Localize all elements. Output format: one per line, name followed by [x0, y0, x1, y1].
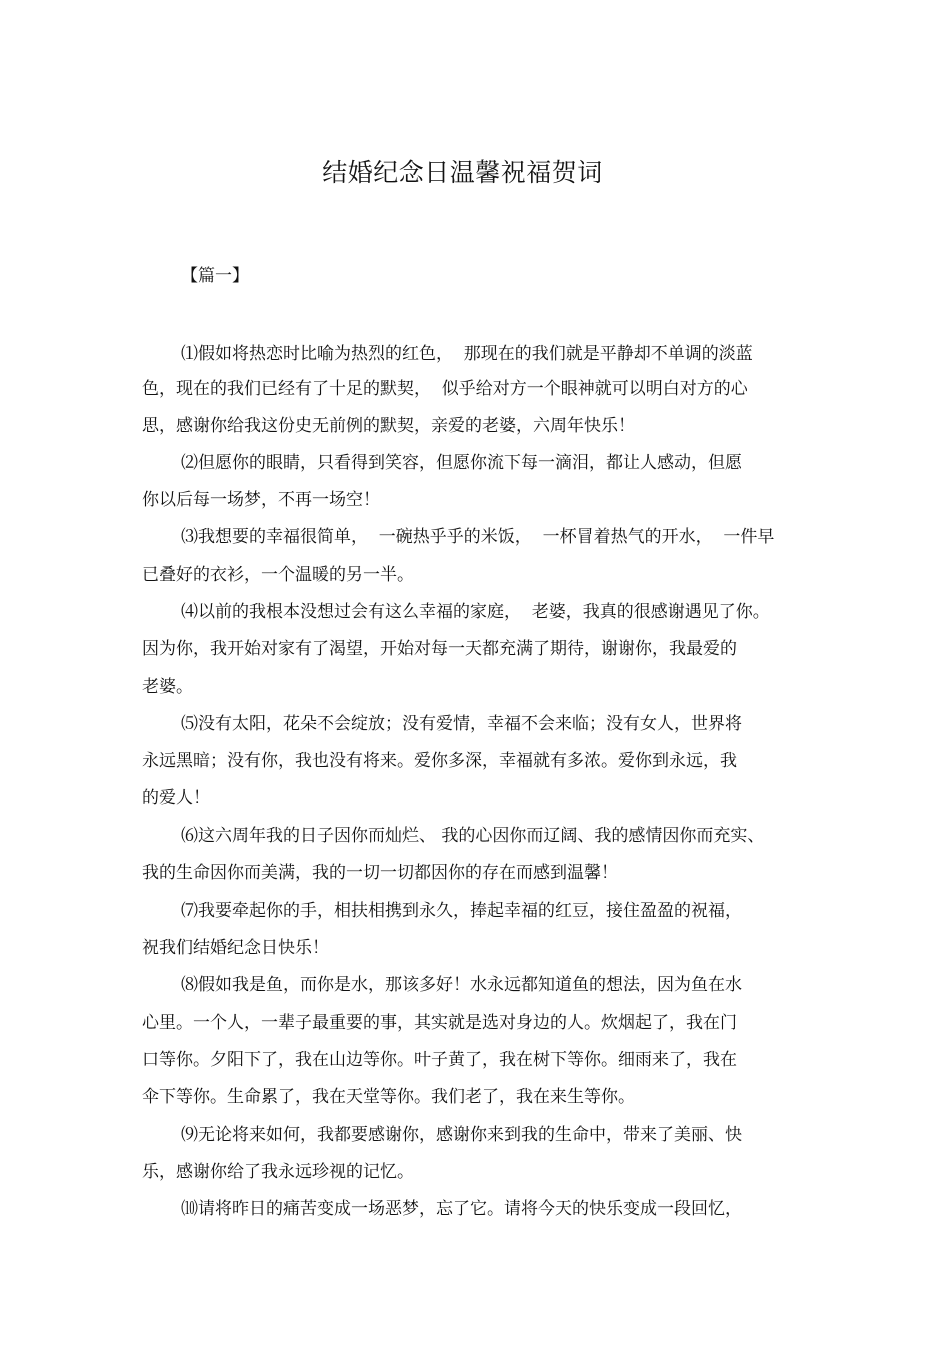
- paragraph-line: ⑼无论将来如何，我都要感谢你，感谢你来到我的生命中，带来了美丽、快: [181, 1125, 742, 1145]
- paragraph-line: 伞下等你。生命累了，我在天堂等你。我们老了，我在来生等你。: [142, 1087, 635, 1107]
- section-label: 【篇一】: [181, 266, 249, 286]
- paragraph-line: ⑸没有太阳，花朵不会绽放；没有爱情，幸福不会来临；没有女人，世界将: [181, 714, 742, 734]
- paragraph-line: 永远黑暗；没有你，我也没有将来。爱你多深，幸福就有多浓。爱你到永远，我: [142, 751, 737, 771]
- paragraph-line: ⑺我要牵起你的手，相扶相携到永久，捧起幸福的红豆，接住盈盈的祝福，: [181, 901, 742, 921]
- paragraph-line: ⑵但愿你的眼睛，只看得到笑容，但愿你流下每一滴泪，都让人感动，但愿: [181, 453, 742, 473]
- paragraph-line: ⑶我想要的幸福很简单， 一碗热乎乎的米饭， 一杯冒着热气的开水， 一件早: [181, 527, 775, 547]
- paragraph-line: 的爱人！: [142, 788, 210, 808]
- paragraph-line: 乐，感谢你给了我永远珍视的记忆。: [142, 1162, 414, 1182]
- paragraph-line: 你以后每一场梦，不再一场空！: [142, 490, 380, 510]
- paragraph-line: 老婆。: [142, 677, 193, 697]
- paragraph-line: ⑻假如我是鱼，而你是水，那该多好！水永远都知道鱼的想法，因为鱼在水: [181, 975, 742, 995]
- paragraph-line: 因为你，我开始对家有了渴望，开始对每一天都充满了期待，谢谢你，我最爱的: [142, 639, 737, 659]
- paragraph-line: ⑷以前的我根本没想过会有这么幸福的家庭， 老婆，我真的很感谢遇见了你。: [181, 602, 770, 622]
- paragraph-line: 祝我们结婚纪念日快乐！: [142, 938, 329, 958]
- paragraph-line: ⑽请将昨日的痛苦变成一场恶梦，忘了它。请将今天的快乐变成一段回忆，: [181, 1199, 742, 1219]
- paragraph-line: 色，现在的我们已经有了十足的默契， 似乎给对方一个眼神就可以明白对方的心: [142, 379, 748, 399]
- document-title: 结婚纪念日温馨祝福贺词: [322, 158, 603, 187]
- paragraph-line: 口等你。夕阳下了，我在山边等你。叶子黄了，我在树下等你。细雨来了，我在: [142, 1050, 737, 1070]
- paragraph-line: ⑹这六周年我的日子因你而灿烂、 我的心因你而辽阔、我的感情因你而充实、: [181, 826, 765, 846]
- paragraph-line: 思，感谢你给我这份史无前例的默契，亲爱的老婆，六周年快乐！: [142, 416, 635, 436]
- paragraph-line: 我的生命因你而美满，我的一切一切都因你的存在而感到温馨！: [142, 863, 618, 883]
- paragraph-line: 已叠好的衣衫，一个温暖的另一半。: [142, 565, 414, 585]
- paragraph-line: ⑴假如将热恋时比喻为热烈的红色， 那现在的我们就是平静却不单调的淡蓝: [181, 344, 753, 364]
- paragraph-line: 心里。一个人，一辈子最重要的事，其实就是选对身边的人。炊烟起了，我在门: [142, 1013, 737, 1033]
